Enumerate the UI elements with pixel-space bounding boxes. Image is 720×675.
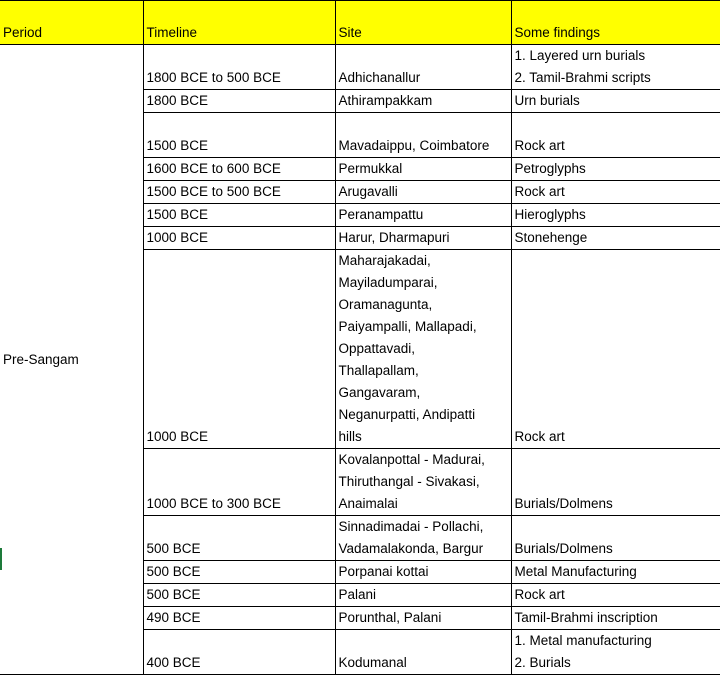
- site-line: Kovalanpottal - Madurai,: [339, 449, 511, 471]
- timeline-cell[interactable]: 1500 BCE: [143, 113, 335, 158]
- findings-cell[interactable]: [511, 181, 720, 204]
- findings-cell[interactable]: [511, 90, 720, 113]
- header-period[interactable]: Period: [0, 1, 143, 45]
- site-line: Thallapallam,: [339, 360, 511, 382]
- findings-line: Stonehenge: [515, 227, 720, 249]
- findings-cell[interactable]: [511, 449, 720, 516]
- timeline-cell[interactable]: 500 BCE: [143, 561, 335, 584]
- findings-line: Rock art: [515, 584, 720, 606]
- site-cell[interactable]: [335, 449, 511, 516]
- site-cell[interactable]: [335, 630, 511, 675]
- site-line: Palani: [339, 584, 511, 606]
- site-line: Harur, Dharmapuri: [339, 227, 511, 249]
- site-line: Adhichanallur: [339, 67, 511, 89]
- header-findings[interactable]: Some findings: [511, 1, 720, 45]
- site-line: Permukkal: [339, 158, 511, 180]
- header-timeline[interactable]: Timeline: [143, 1, 335, 45]
- site-cell[interactable]: [335, 90, 511, 113]
- findings-cell[interactable]: [511, 584, 720, 607]
- timeline-cell[interactable]: 1500 BCE: [143, 204, 335, 227]
- findings-line: Tamil-Brahmi inscription: [515, 607, 720, 629]
- timeline-cell[interactable]: 1000 BCE to 300 BCE: [143, 449, 335, 516]
- site-line: Kodumanal: [339, 652, 511, 674]
- findings-cell[interactable]: [511, 607, 720, 630]
- findings-line: Metal Manufacturing: [515, 561, 720, 583]
- site-line: Anaimalai: [339, 493, 511, 515]
- findings-line: Urn burials: [515, 90, 720, 112]
- findings-line: Rock art: [515, 181, 720, 203]
- row-edge-marker: [0, 548, 2, 570]
- timeline-cell[interactable]: 1800 BCE: [143, 90, 335, 113]
- site-cell[interactable]: [335, 227, 511, 250]
- findings-line: 1. Layered urn burials: [515, 45, 720, 67]
- findings-line: Rock art: [515, 426, 720, 448]
- site-cell[interactable]: [335, 113, 511, 158]
- findings-line: Burials/Dolmens: [515, 493, 720, 515]
- site-cell[interactable]: [335, 516, 511, 561]
- findings-line: Rock art: [515, 135, 720, 157]
- findings-line: 2. Burials: [515, 652, 720, 674]
- site-line: Oppattavadi,: [339, 338, 511, 360]
- timeline-cell[interactable]: 500 BCE: [143, 584, 335, 607]
- site-cell[interactable]: [335, 204, 511, 227]
- site-cell[interactable]: [335, 158, 511, 181]
- findings-cell[interactable]: [511, 204, 720, 227]
- site-line: hills: [339, 426, 511, 448]
- period-cell[interactable]: Pre-Sangam: [0, 45, 143, 675]
- site-line: [339, 45, 511, 67]
- timeline-cell[interactable]: 500 BCE: [143, 516, 335, 561]
- site-line: Athirampakkam: [339, 90, 511, 112]
- site-line: Thiruthangal - Sivakasi,: [339, 471, 511, 493]
- timeline-cell[interactable]: 1600 BCE to 600 BCE: [143, 158, 335, 181]
- timeline-cell[interactable]: 1000 BCE: [143, 227, 335, 250]
- site-cell[interactable]: [335, 181, 511, 204]
- findings-line: 2. Tamil-Brahmi scripts: [515, 67, 720, 89]
- findings-line: Hieroglyphs: [515, 204, 720, 226]
- findings-cell[interactable]: [511, 45, 720, 90]
- table-row: [0, 45, 720, 90]
- site-line: Peranampattu: [339, 204, 511, 226]
- findings-cell[interactable]: [511, 113, 720, 158]
- site-line: [339, 113, 511, 135]
- site-line: Porunthal, Palani: [339, 607, 511, 629]
- findings-line: 1. Metal manufacturing: [515, 630, 720, 652]
- site-cell[interactable]: [335, 607, 511, 630]
- site-cell[interactable]: [335, 250, 511, 449]
- findings-line: Petroglyphs: [515, 158, 720, 180]
- findings-cell[interactable]: [511, 158, 720, 181]
- site-line: Porpanai kottai: [339, 561, 511, 583]
- findings-cell[interactable]: [511, 227, 720, 250]
- site-cell[interactable]: [335, 561, 511, 584]
- timeline-cell[interactable]: 1800 BCE to 500 BCE: [143, 45, 335, 90]
- site-line: Sinnadimadai - Pollachi,: [339, 516, 511, 538]
- site-line: Mayiladumparai,: [339, 272, 511, 294]
- site-line: Mavadaippu, Coimbatore: [339, 135, 511, 157]
- findings-cell[interactable]: [511, 516, 720, 561]
- findings-cell[interactable]: [511, 250, 720, 449]
- site-cell[interactable]: [335, 45, 511, 90]
- header-site[interactable]: Site: [335, 1, 511, 45]
- timeline-cell[interactable]: 400 BCE: [143, 630, 335, 675]
- site-line: Arugavalli: [339, 181, 511, 203]
- findings-line: Burials/Dolmens: [515, 538, 720, 560]
- site-line: Gangavaram,: [339, 382, 511, 404]
- site-line: [339, 630, 511, 652]
- site-line: Maharajakadai,: [339, 250, 511, 272]
- site-line: Oramanagunta,: [339, 294, 511, 316]
- timeline-cell[interactable]: 1500 BCE to 500 BCE: [143, 181, 335, 204]
- timeline-cell[interactable]: 490 BCE: [143, 607, 335, 630]
- site-line: Paiyampalli, Mallapadi,: [339, 316, 511, 338]
- timeline-cell[interactable]: 1000 BCE: [143, 250, 335, 449]
- site-line: Vadamalakonda, Bargur: [339, 538, 511, 560]
- site-cell[interactable]: [335, 584, 511, 607]
- findings-cell[interactable]: [511, 630, 720, 675]
- findings-line: [515, 113, 720, 135]
- findings-cell[interactable]: [511, 561, 720, 584]
- header-row: [0, 1, 720, 45]
- site-line: Neganurpatti, Andipatti: [339, 404, 511, 426]
